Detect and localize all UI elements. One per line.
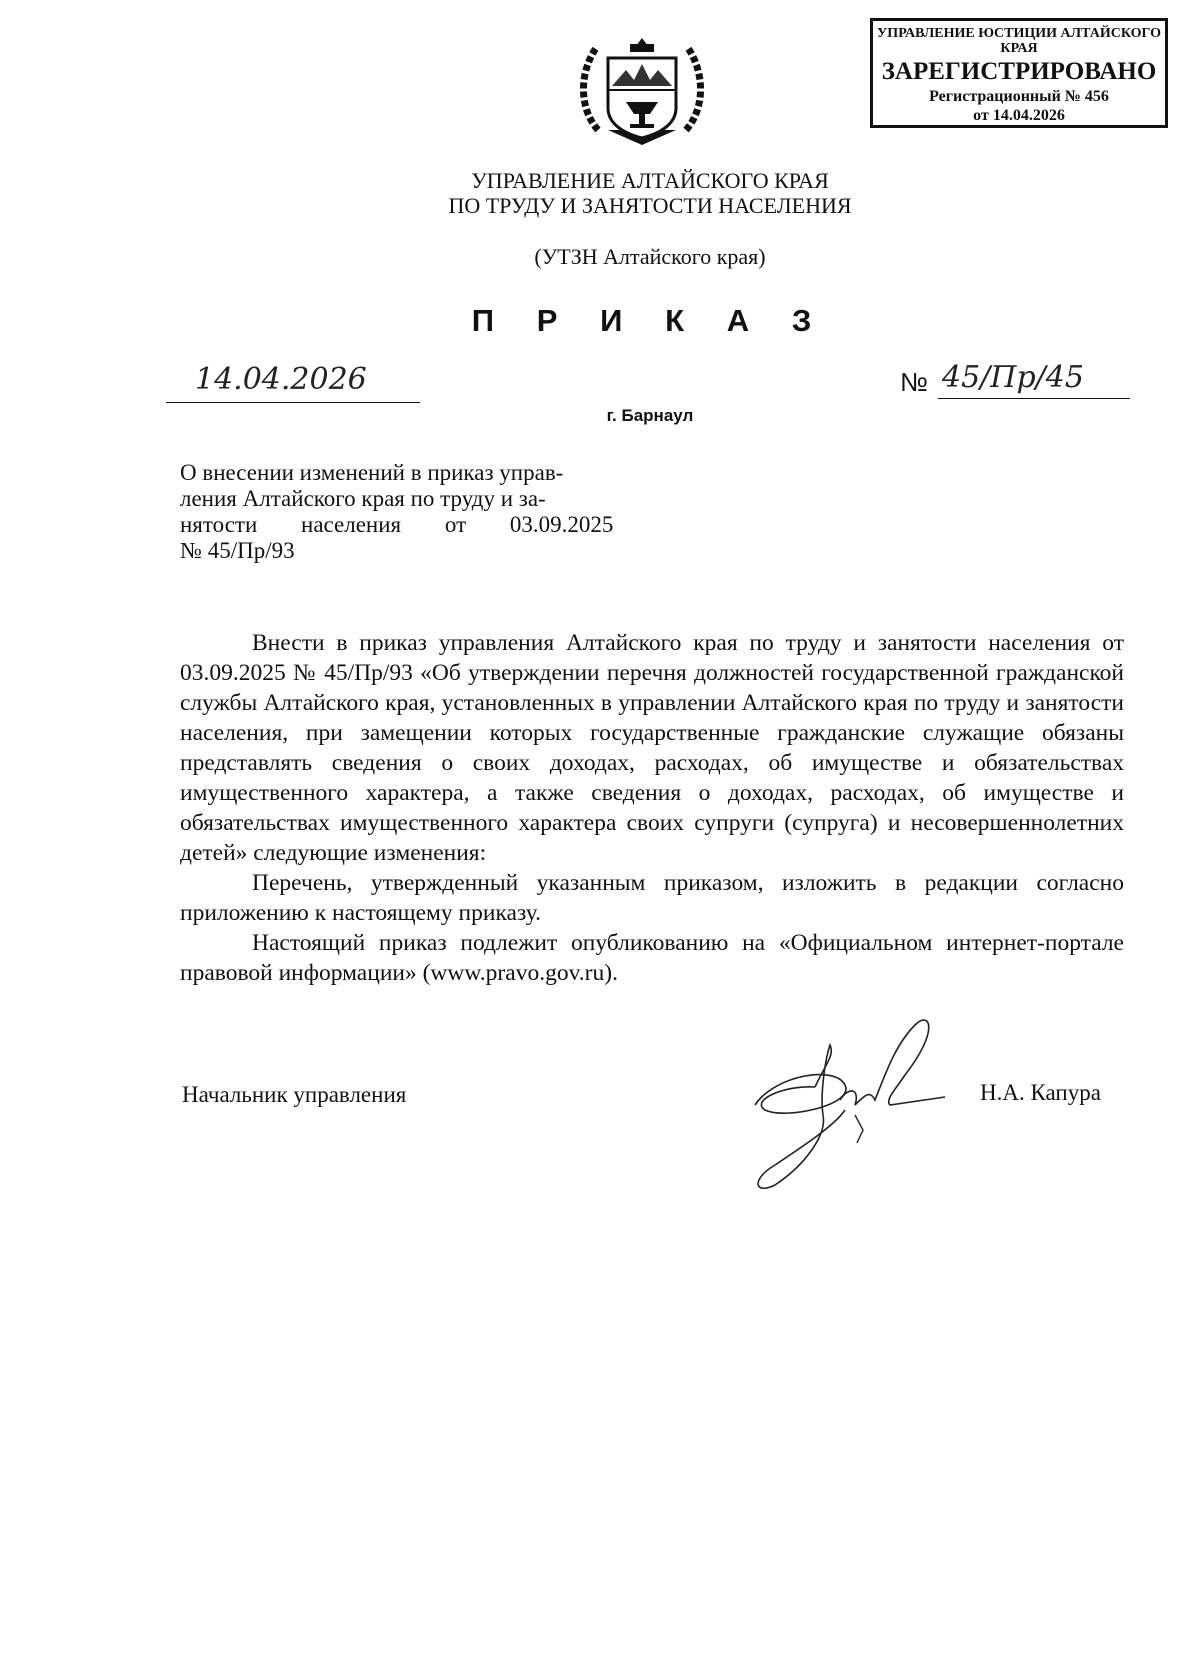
subject-line: № 45/Пр/93 [180,538,295,563]
number-underline [938,398,1130,399]
signer-name: Н.А. Капура [980,1080,1101,1105]
handwritten-number: 45/Пр/45 [942,360,1084,395]
date-underline [166,402,420,403]
subject-line [180,512,636,538]
body-paragraph: Настоящий приказ подлежит опубликованию на «Официальном интернет-портале правовой информации» (www.pravo.gov.ru). [180,930,1124,986]
number-sign: № [900,367,928,397]
coat-of-arms-emblem [578,30,706,152]
org-name-line1: УПРАВЛЕНИЕ АЛТАЙСКОГО КРАЯ [471,168,829,193]
registration-stamp [870,18,1168,128]
stamp-reg-date: от 14.04.2026 [973,107,1065,124]
handwritten-date: 14.04.2026 [195,362,367,397]
document-body [180,628,1124,988]
document-type-title: П Р И К А З [471,303,829,338]
org-short-name: (УТЗН Алтайского края) [534,244,766,269]
stamp-status: ЗАРЕГИСТРИРОВАНО [881,58,1157,85]
subject-line: ления Алтайского края по труду и за- [180,486,546,511]
org-name-line2: ПО ТРУДУ И ЗАНЯТОСТИ НАСЕЛЕНИЯ [448,193,852,218]
stamp-reg-number: Регистрационный № 456 [929,88,1109,105]
document-subject [180,460,636,564]
stamp-authority: УПРАВЛЕНИЕ ЮСТИЦИИ АЛТАЙСКОГО КРАЯ [877,26,1161,56]
body-paragraph: Перечень, утвержденный указанным приказом, изложить в редакции согласно приложению к настоящему приказу. [180,870,1124,926]
body-paragraph: Внести в приказ управления Алтайского края по труду и занятости населения от 03.09.2025 № 45/Пр/93 «Об утверждении перечня должностей государственной гражданской службы Алтайского края, установленных в управлении Алтайского края по труду и занятости населения, при замещении которых государственные гражданские служащие обязаны представлять сведения о своих доходах, расходах, об имуществе и обязательствах имущественного характера, а также сведения о доходах, расходах, об имуществе и обязательствах имущественного характера своих супруги (супруга) и несовершеннолетних детей» следующие изменения: [180,630,1124,866]
subject-line-text: нятости населения от 03.09.2025 [180,512,614,537]
subject-line: О внесении изменений в приказ управ- [180,460,564,485]
signer-position: Начальник управления [182,1082,407,1107]
city: г. Барнаул [606,406,694,425]
handwritten-signature [745,1005,965,1195]
